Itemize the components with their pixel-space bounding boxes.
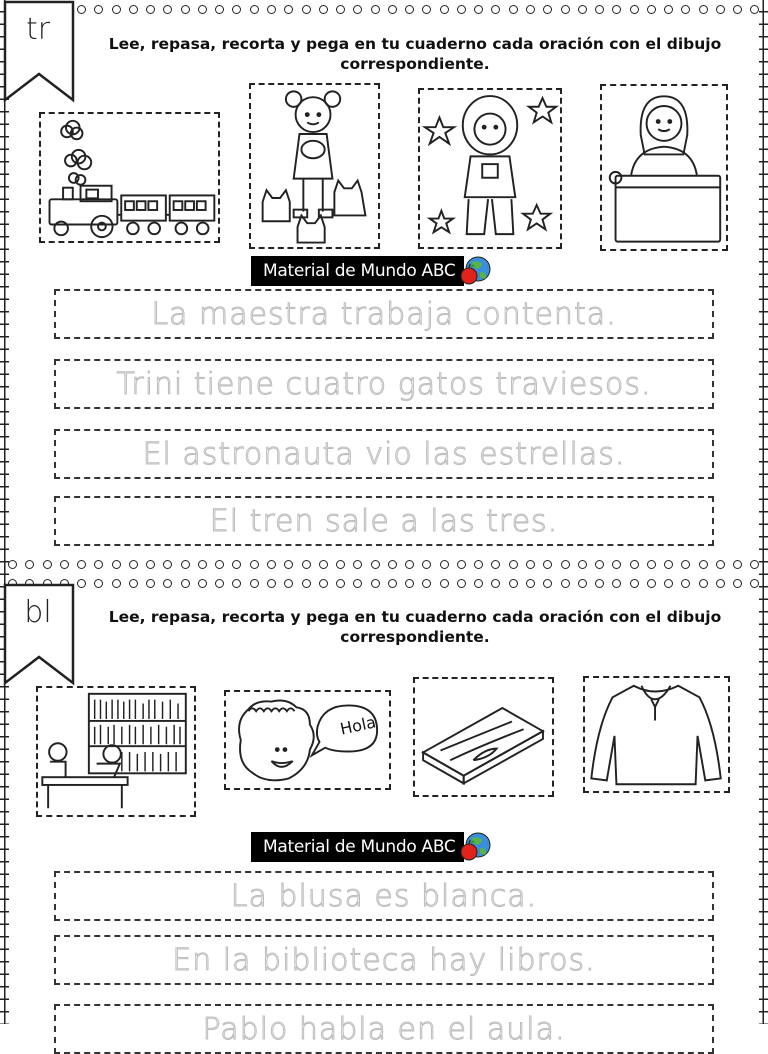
dot-ornament xyxy=(163,579,172,588)
dot-ornament xyxy=(595,579,604,588)
dot-ornament xyxy=(267,5,276,14)
dot-ornament xyxy=(319,5,328,14)
dot-ornament xyxy=(388,560,397,569)
dot-ornament xyxy=(647,579,656,588)
dot-ornament xyxy=(94,560,103,569)
dot-ornament xyxy=(681,579,690,588)
dot-ornament xyxy=(371,5,380,14)
dot-ornament xyxy=(681,560,690,569)
dot-ornament xyxy=(94,5,103,14)
left-ruler-border xyxy=(0,0,10,1024)
dot-ornament xyxy=(77,560,86,569)
dot-ornament xyxy=(733,5,742,14)
dot-ornament xyxy=(129,579,138,588)
dot-ornament xyxy=(284,5,293,14)
dot-ornament xyxy=(353,5,362,14)
dot-ornament xyxy=(146,560,155,569)
dot-ornament xyxy=(526,5,535,14)
dot-ornament xyxy=(491,560,500,569)
dot-ornament xyxy=(578,579,587,588)
dot-ornament xyxy=(405,560,414,569)
dot-ornament xyxy=(405,579,414,588)
dot-ornament xyxy=(664,579,673,588)
dot-ornament xyxy=(43,560,52,569)
dot-ornament xyxy=(25,560,34,569)
trace-sentence-3: El astronauta vio las estrellas. xyxy=(54,429,714,479)
dot-ornament xyxy=(181,5,190,14)
dot-ornament xyxy=(647,5,656,14)
dot-ornament xyxy=(388,5,397,14)
dot-ornament xyxy=(215,5,224,14)
brand-text: Material de Mundo ABC xyxy=(251,832,464,862)
dot-ornament xyxy=(440,5,449,14)
dot-ornament xyxy=(336,5,345,14)
dot-ornament xyxy=(181,560,190,569)
dot-ornament xyxy=(509,579,518,588)
dot-ornament xyxy=(457,579,466,588)
dot-ornament xyxy=(198,579,207,588)
dot-ornament xyxy=(232,5,241,14)
trace-sentence-2: En la biblioteca hay libros. xyxy=(54,935,714,985)
dot-ornament xyxy=(215,560,224,569)
dot-ornament xyxy=(716,579,725,588)
dot-ornament xyxy=(112,579,121,588)
dot-ornament xyxy=(561,579,570,588)
dot-ornament xyxy=(163,560,172,569)
instruction-text: Lee, repasa, recorta y pega en tu cuaderno cada oración con el dibujo correspondiente. xyxy=(108,35,722,73)
dot-ornament xyxy=(474,5,483,14)
dot-ornament xyxy=(422,5,431,14)
dot-ornament xyxy=(440,579,449,588)
dot-ornament xyxy=(284,560,293,569)
dot-ornament xyxy=(146,579,155,588)
dot-ornament xyxy=(440,560,449,569)
dot-ornament xyxy=(699,579,708,588)
dot-ornament xyxy=(561,5,570,14)
dot-ornament xyxy=(457,5,466,14)
dot-ornament xyxy=(388,579,397,588)
dot-ornament xyxy=(371,579,380,588)
tab-label: bl xyxy=(24,595,52,630)
dot-ornament xyxy=(198,5,207,14)
wooden-plank-picture[interactable] xyxy=(413,677,554,797)
dot-ornament xyxy=(716,5,725,14)
dot-ornament xyxy=(699,5,708,14)
dot-ornament xyxy=(129,560,138,569)
brand-text: Material de Mundo ABC xyxy=(251,256,464,286)
middle-dots-separator-2 xyxy=(0,576,768,590)
dot-ornament xyxy=(612,579,621,588)
dot-ornament xyxy=(543,579,552,588)
brand-banner xyxy=(251,256,492,286)
dot-ornament xyxy=(578,560,587,569)
child-saying-hola-picture[interactable] xyxy=(224,690,391,790)
dot-ornament xyxy=(405,5,414,14)
dot-ornament xyxy=(612,560,621,569)
dot-ornament xyxy=(491,5,500,14)
dot-ornament xyxy=(267,579,276,588)
dot-ornament xyxy=(112,5,121,14)
dot-ornament xyxy=(699,560,708,569)
dot-ornament xyxy=(561,560,570,569)
dot-ornament xyxy=(664,5,673,14)
tab-label: tr xyxy=(25,12,51,47)
library-picture[interactable] xyxy=(36,686,196,817)
dot-ornament xyxy=(422,560,431,569)
globe-apple-icon xyxy=(458,830,492,864)
dot-ornament xyxy=(8,560,17,569)
dot-ornament xyxy=(474,579,483,588)
dot-ornament xyxy=(578,5,587,14)
dot-ornament xyxy=(595,560,604,569)
dot-ornament xyxy=(630,579,639,588)
dot-ornament xyxy=(595,5,604,14)
dot-ornament xyxy=(215,579,224,588)
dot-ornament xyxy=(509,5,518,14)
dot-ornament xyxy=(302,579,311,588)
dot-ornament xyxy=(60,560,69,569)
dot-ornament xyxy=(112,560,121,569)
dot-ornament xyxy=(612,5,621,14)
dot-ornament xyxy=(543,5,552,14)
dot-ornament xyxy=(526,560,535,569)
dot-ornament xyxy=(474,560,483,569)
dot-ornament xyxy=(319,560,328,569)
middle-dots-separator-1 xyxy=(0,557,768,571)
top-dots-border xyxy=(0,2,768,16)
dot-ornament xyxy=(630,560,639,569)
train-picture[interactable] xyxy=(39,112,220,243)
dot-ornament xyxy=(94,579,103,588)
dot-ornament xyxy=(681,5,690,14)
dot-ornament xyxy=(716,560,725,569)
dot-ornament xyxy=(353,579,362,588)
trace-sentence-2: Trini tiene cuatro gatos traviesos. xyxy=(54,359,714,409)
dot-ornament xyxy=(543,560,552,569)
dot-ornament xyxy=(181,579,190,588)
dot-ornament xyxy=(319,579,328,588)
dot-ornament xyxy=(77,5,86,14)
dot-ornament xyxy=(353,560,362,569)
dot-ornament xyxy=(526,579,535,588)
dot-ornament xyxy=(250,560,259,569)
dot-ornament xyxy=(750,579,759,588)
dot-ornament xyxy=(750,5,759,14)
dot-ornament xyxy=(733,560,742,569)
blouse-picture[interactable] xyxy=(583,676,730,793)
hola-bubble-text: Hola xyxy=(338,712,378,739)
dot-ornament xyxy=(129,5,138,14)
dot-ornament xyxy=(284,579,293,588)
right-ruler-border xyxy=(758,0,768,1024)
dot-ornament xyxy=(336,579,345,588)
dot-ornament xyxy=(198,560,207,569)
dot-ornament xyxy=(77,579,86,588)
dot-ornament xyxy=(146,5,155,14)
tab-bookmark-tr xyxy=(3,0,73,100)
dot-ornament xyxy=(302,5,311,14)
dot-ornament xyxy=(630,5,639,14)
dot-ornament xyxy=(250,5,259,14)
globe-apple-icon xyxy=(458,254,492,288)
trace-sentence-3: Pablo habla en el aula. xyxy=(54,1004,714,1054)
dot-ornament xyxy=(371,560,380,569)
dot-ornament xyxy=(422,579,431,588)
dot-ornament xyxy=(491,579,500,588)
girl-with-cats-picture[interactable] xyxy=(249,83,380,249)
brand-banner xyxy=(251,832,492,862)
dot-ornament xyxy=(250,579,259,588)
dot-ornament xyxy=(509,560,518,569)
astronaut-with-stars-picture[interactable] xyxy=(418,88,562,249)
trace-sentence-4: El tren sale a las tres. xyxy=(54,496,714,546)
dot-ornament xyxy=(733,579,742,588)
dot-ornament xyxy=(336,560,345,569)
dot-ornament xyxy=(664,560,673,569)
trace-sentence-1: La blusa es blanca. xyxy=(54,871,714,921)
dot-ornament xyxy=(232,560,241,569)
dot-ornament xyxy=(457,560,466,569)
instruction-text: Lee, repasa, recorta y pega en tu cuaderno cada oración con el dibujo correspondiente. xyxy=(108,608,722,646)
dot-ornament xyxy=(750,560,759,569)
dot-ornament xyxy=(267,560,276,569)
trace-sentence-1: La maestra trabaja contenta. xyxy=(54,289,714,339)
teacher-at-desk-picture[interactable] xyxy=(600,84,728,251)
dot-ornament xyxy=(302,560,311,569)
dot-ornament xyxy=(232,579,241,588)
dot-ornament xyxy=(163,5,172,14)
dot-ornament xyxy=(647,560,656,569)
tab-bookmark-bl xyxy=(3,583,73,683)
